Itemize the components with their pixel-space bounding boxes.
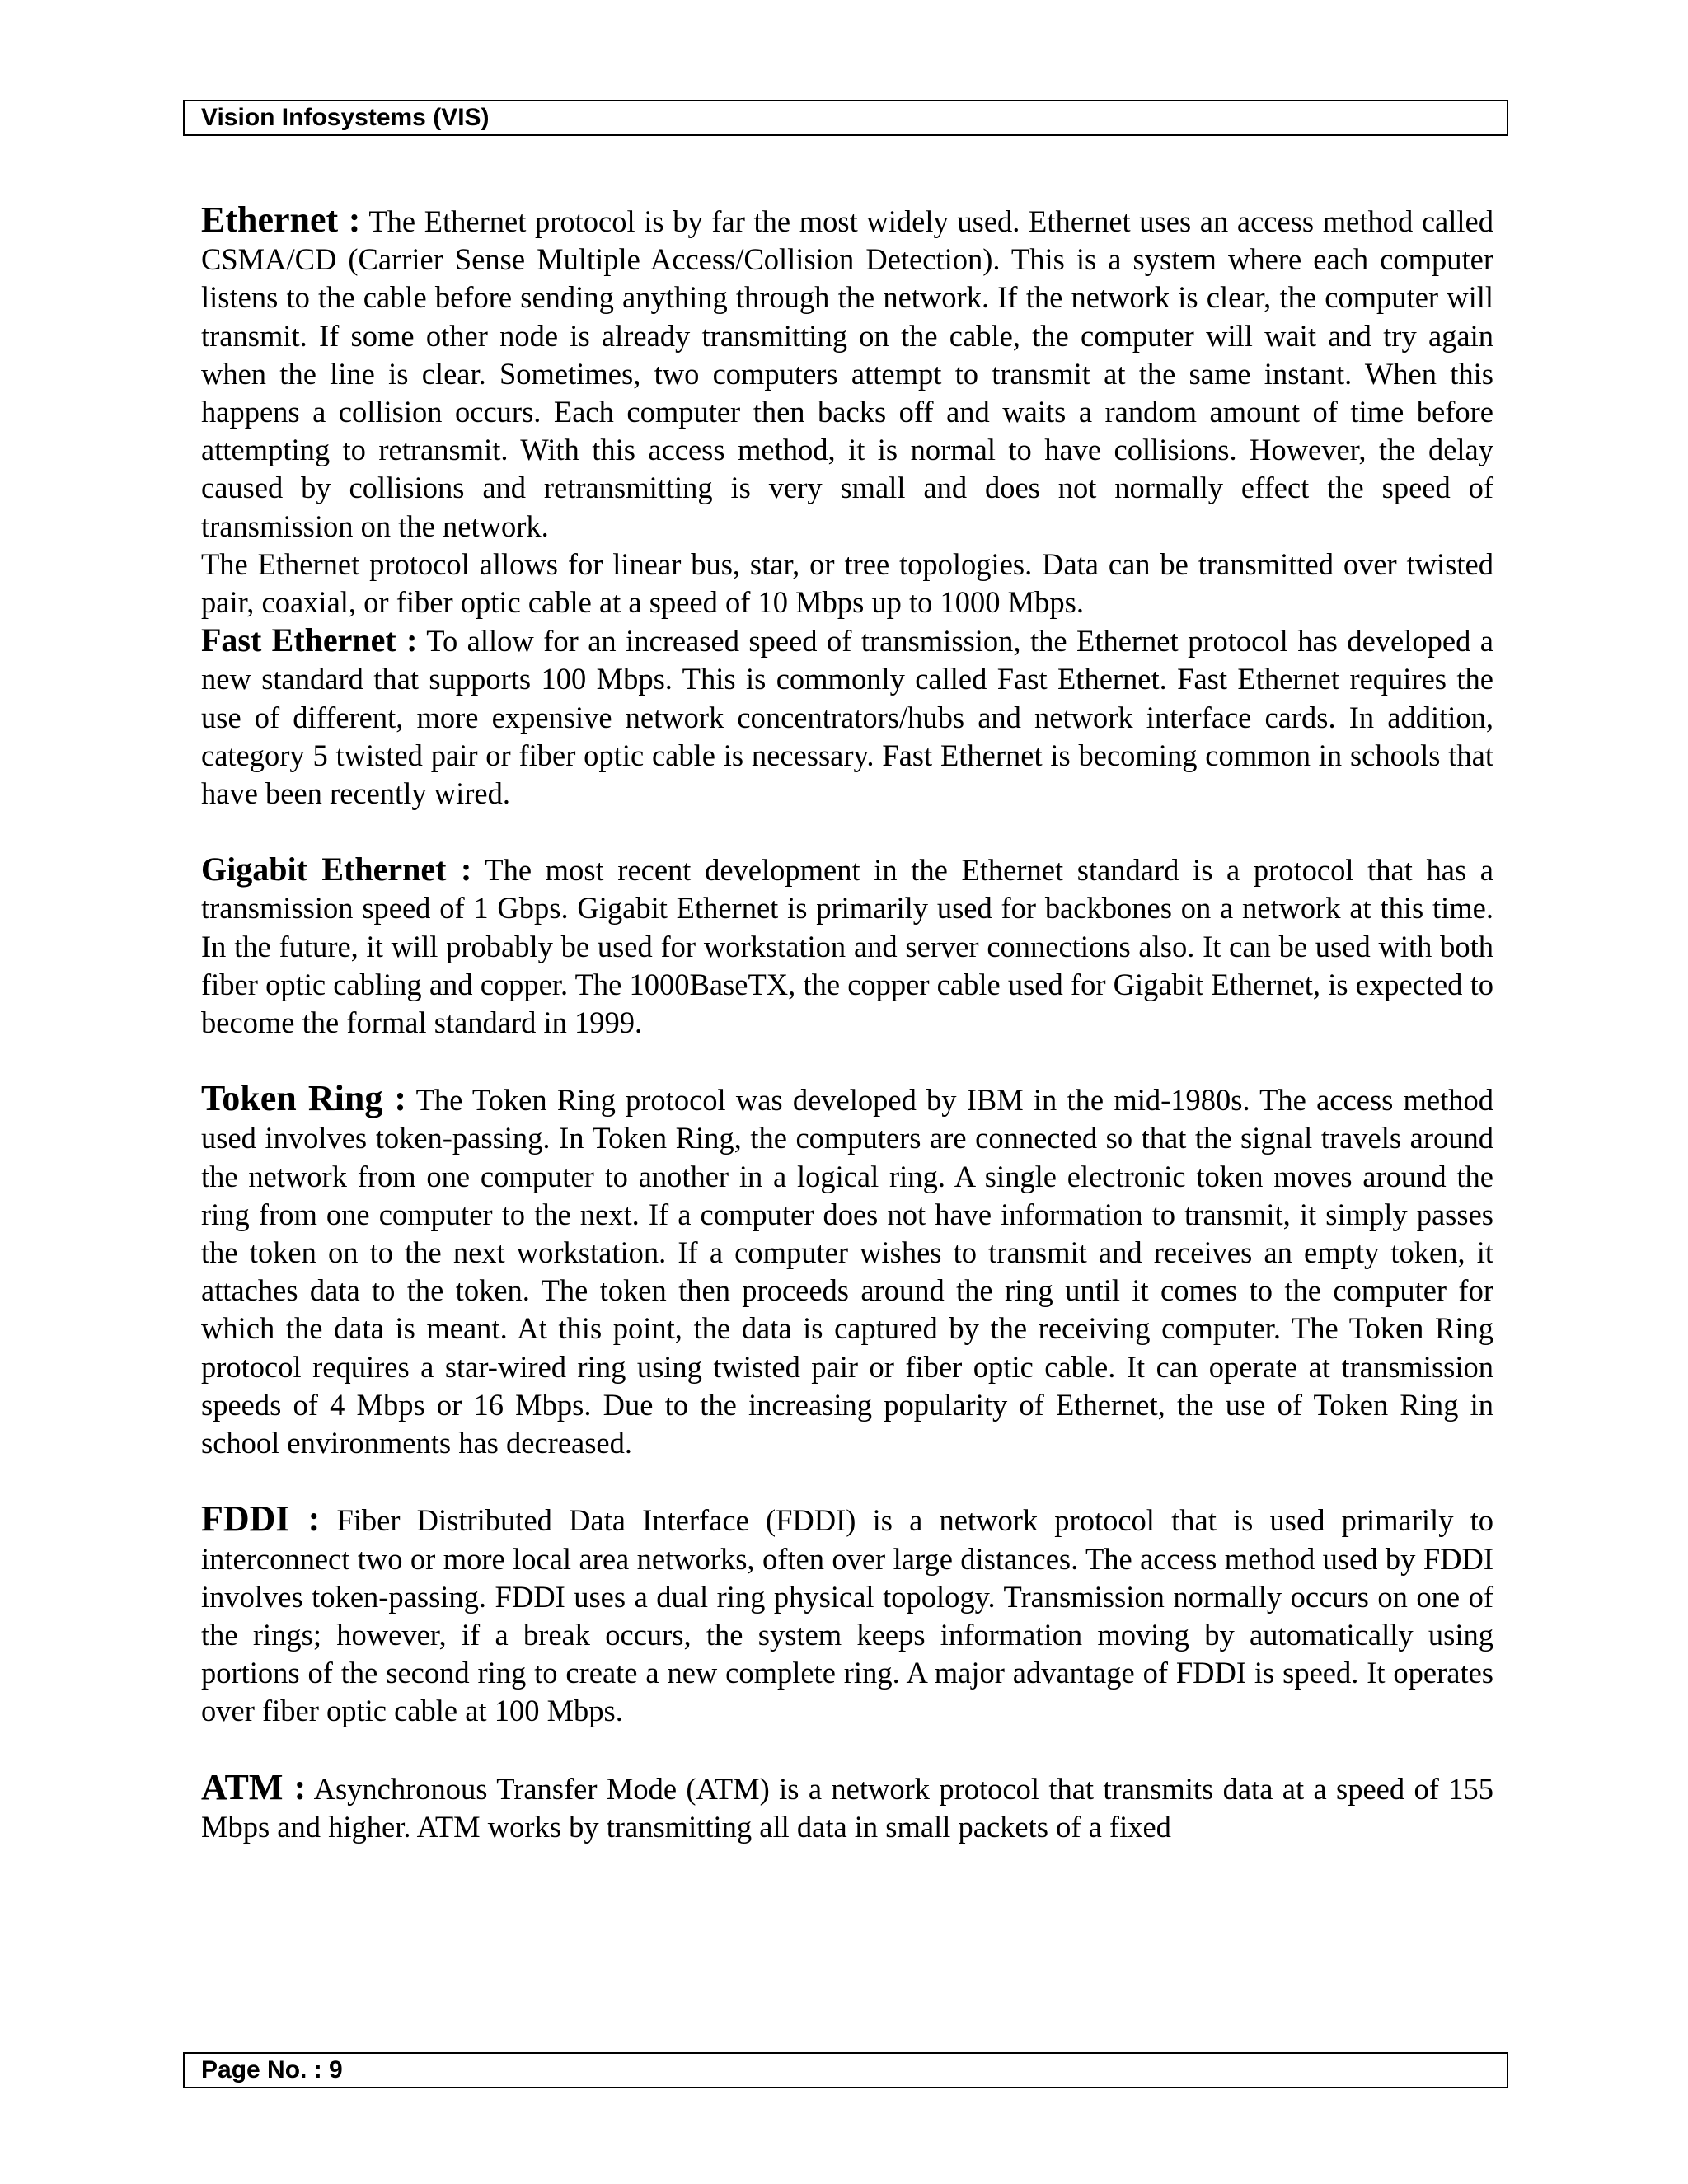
page-header	[183, 100, 1508, 136]
text-fddi: Fiber Distributed Data Interface (FDDI) is a network protocol that is used primarily to interconnect two or more local area networks, often over large distances. The access method used by FDDI involves token-passing. FDDI uses a dual ring physical topology. Transmission normally occurs on one of the rings; however, if a break occurs, the system keeps information moving by automatically using portions of the second ring to create a new complete ring. A major advantage of FDDI is speed. It operates over fiber optic cable at 100 Mbps.	[201, 1503, 1494, 1728]
paragraph-fast-ethernet	[201, 621, 1493, 813]
term-ethernet: Ethernet :	[201, 199, 361, 240]
paragraph-token-ring	[201, 1080, 1493, 1462]
term-token-ring: Token Ring :	[201, 1078, 407, 1119]
page-footer	[183, 2052, 1508, 2088]
header-title: Vision Infosystems (VIS)	[201, 104, 490, 131]
text-ethernet-topologies: The Ethernet protocol allows for linear bus, star, or tree topologies. Data can be transmitted over twisted pair, coaxial, or fiber optic cable at a speed of 10 Mbps up to 1000 Mbps.	[201, 546, 1493, 620]
text-ethernet: The Ethernet protocol is by far the most widely used. Ethernet uses an access method called CSMA/CD (Carrier Sense Multiple Access/Collision Detection). This is a system where each computer listens to the cable before sending anything through the network. If the network is clear, the computer will transmit. If some other node is already transmitting on the cable, the computer will wait and try again when the line is clear. Sometimes, two computers attempt to transmit at the same instant. When this happens a collision occurs. Each computer then backs off and waits a random amount of time before attempting to retransmit. With this access method, it is normal to have collisions. However, the delay caused by collisions and retransmitting is very small and does not normally effect the speed of transmission on the network.	[201, 204, 1493, 543]
paragraph-gigabit-ethernet	[201, 851, 1493, 1042]
page-number: Page No. : 9	[201, 2056, 343, 2083]
term-atm: ATM :	[201, 1766, 307, 1807]
paragraph-atm	[201, 1766, 1493, 1846]
document-body	[201, 201, 1493, 1846]
paragraph-fddi	[201, 1500, 1493, 1730]
term-gigabit-ethernet: Gigabit Ethernet :	[201, 851, 472, 888]
text-atm: Asynchronous Transfer Mode (ATM) is a network protocol that transmits data at a speed of 155 Mbps and higher. ATM works by transmitting all data in small packets of a fixed	[201, 1771, 1493, 1844]
term-fast-ethernet: Fast Ethernet :	[201, 621, 418, 659]
term-fddi: FDDI :	[201, 1498, 321, 1540]
text-gigabit-ethernet: The most recent development in the Ethernet standard is a protocol that has a transmission speed of 1 Gbps. Gigabit Ethernet is primarily used for backbones on a network at this time. In the future, it will probably be used for workstation and server connections also. It can be used with both fiber optic cabling and copper. The 1000BaseTX, the copper cable used for Gigabit Ethernet, is expected to become the formal standard in 1999.	[201, 853, 1493, 1040]
paragraph-ethernet	[201, 201, 1493, 546]
text-fast-ethernet: To allow for an increased speed of transmission, the Ethernet protocol has developed a new standard that supports 100 Mbps. This is commonly called Fast Ethernet. Fast Ethernet requires the use of different, more expensive network concentrators/hubs and network interface cards. In addition, category 5 twisted pair or fiber optic cable is necessary. Fast Ethernet is becoming common in schools that have been recently wired.	[201, 624, 1493, 811]
paragraph-ethernet-topologies	[201, 546, 1493, 621]
text-token-ring: The Token Ring protocol was developed by IBM in the mid-1980s. The access method used involves token-passing. In Token Ring, the computers are connected so that the signal travels around the network from one computer to another in a logical ring. A single electronic token moves around the ring from one computer to the next. If a computer does not have information to transmit, it simply passes the token on to the next workstation. If a computer wishes to transmit and receives an empty token, it attaches data to the token. The token then proceeds around the ring until it comes to the computer for which the data is meant. At this point, the data is captured by the receiving computer. The Token Ring protocol requires a star-wired ring using twisted pair or fiber optic cable. It can operate at transmission speeds of 4 Mbps or 16 Mbps. Due to the increasing popularity of Ethernet, the use of Token Ring in school environments has decreased.	[201, 1083, 1493, 1460]
